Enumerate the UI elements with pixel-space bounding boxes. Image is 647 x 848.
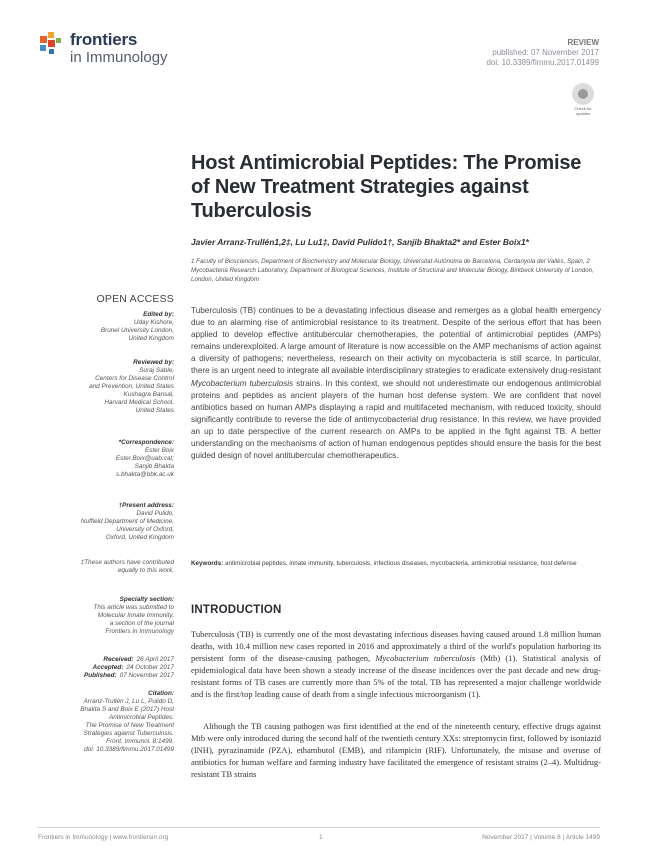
crossmark-icon xyxy=(572,83,594,105)
abstract-text: Tuberculosis (TB) continues to be a devastating infectious disease and remerges as a global health emergency due to an alarming rise of antimicrobial resistance to its treatment. Despite of the serious effort that has been applied to develop effective antitubercular chemotherapies, the potential of antimicrobial peptides (AMPs) remains underexploited. A large amount of literature is now accessible on the AMP mechanisms of action against a diversity of pathogens; nevertheless, research on their activity on mycobacteria is still scarce. In particular, there is an urgent need to integrate all available interdisciplinary strategies to eradicate extensively drug-resistant xyxy=(191,306,601,376)
citation-doi[interactable]: doi: 10.3389/fimmu.2017.01499 xyxy=(84,746,174,753)
specialty-line: Frontiers in Immunology xyxy=(105,628,174,635)
abstract xyxy=(191,305,601,462)
address-line: University of Oxford, xyxy=(116,526,174,533)
reviewer-line: Centers for Disease Control xyxy=(95,375,174,382)
specialty-heading: Specialty section: xyxy=(119,596,174,603)
contribution-note xyxy=(44,559,174,575)
open-access-label: OPEN ACCESS xyxy=(96,293,174,305)
address-line: Oxford, United Kingdom xyxy=(105,534,174,541)
footer-issue: November 2017 | Volume 8 | Article 1499 xyxy=(482,834,600,841)
reviewer-line: Kushagra Bansal, xyxy=(123,391,174,398)
abstract-text: strains. In this context, we should not underestimate our endogenous antimicrobial proteins and peptides as ancient players of the human host defense system. We are confident that novel antibiotics based on human AMPs displaying a rapid and multifaceted mechanism, with reduced toxicity, should significantly contribute to reverse the tide of antimycobacterial drug resistance. In this review, we have provided an up to date perspective of the current research on AMPs to be applied in the fight against TB. A better understanding on the mechanisms of action of human endogenous peptides should ensure the basis for the best guided design of novel antitubercular chemotherapeutics. xyxy=(191,378,601,461)
citation-line: Antimicrobial Peptides: xyxy=(108,714,174,721)
brand-name: frontiers xyxy=(70,30,138,49)
keywords xyxy=(191,560,601,569)
citation-heading: Citation: xyxy=(148,690,174,697)
address-line: David Pulido, xyxy=(136,510,174,517)
edited-by-block xyxy=(44,311,174,343)
correspondence-line: Sanjib Bhakta xyxy=(134,463,174,470)
journal-name: in Immunology xyxy=(70,49,168,66)
citation-block xyxy=(44,690,174,754)
dates-block xyxy=(44,656,174,680)
specialty-line: Molecular Innate Immunity, xyxy=(97,612,174,619)
page-number: 1 xyxy=(319,834,323,841)
article-type: REVIEW xyxy=(567,38,599,47)
citation-line: Strategies against Tuberculosis. xyxy=(83,730,174,737)
published-label: Published: xyxy=(83,672,117,679)
specialty-line: This article was submitted to xyxy=(93,604,174,611)
received-row xyxy=(44,656,174,664)
note-line: ‡These authors have contributed xyxy=(80,559,174,566)
paragraph-text: (Mtb) (1). Statistical analysis of epidemiological data have been shown a steady increase of the disease incidences over the past decade and new drug-resistant forms of TB cases are currently more than 5% of the total. TB has represented a major challenge worldwide and is the first/top leading cause of death from a single infectious microorganism (1). xyxy=(191,652,602,699)
journal-logo[interactable] xyxy=(38,28,188,73)
species-name: Mycobacterium tuberculosis xyxy=(375,652,476,663)
specialty-block xyxy=(44,596,174,636)
citation-line: Arranz-Trullén J, Lu L, Pulido D, xyxy=(83,698,174,705)
correspondence-email[interactable]: Ester.Boix@uab.cat; xyxy=(115,455,174,462)
published-date-sidebar: 07 November 2017 xyxy=(119,672,174,679)
editor-line: Uday Kishore, xyxy=(133,319,174,326)
received-date: 26 April 2017 xyxy=(136,656,174,663)
citation-line: Front. Immunol. 8:1499. xyxy=(106,738,174,745)
intro-paragraph: Although the TB causing pathogen was first identified at the end of the nineteenth century, effective drugs against Mtb were only introduced during the second half of the twentieth century XXs: streptomycin first, followed by isoniazid (INH), pyrazinamide (PZA), ethambutol (EMB), and rifampicin (RIF). Unfortunately, the misuse and overuse of antibiotics for human welfare and farming industry have facilitated the emergence of resistant strains (2–4). Multidrug-resistant TB strains xyxy=(191,721,601,779)
correspondence-block xyxy=(44,439,174,479)
affiliations: 1 Faculty of Biosciences, Department of Biochemistry and Molecular Biology, Universitat Autònoma de Barcelona, Cerdanyola del Vallès, Spain, 2 Mycobacteria Research Laboratory, Department of Biological Sciences, Institute of Structural and Molecular Biology, Birkbeck University of London, London, United Kingdom xyxy=(191,258,594,283)
correspondence-email[interactable]: s.bhakta@bbk.ac.uk xyxy=(116,471,174,478)
paragraph-text: Tuberculosis (TB) is currently one of the most devastating infectious diseases having caused around 1.8 million human deaths, with 10.4 million new cases reported in 2016 and approximately a third of the world's population harboring its persistent form of the disease-causing pathogen, xyxy=(191,629,601,663)
doi-link[interactable]: doi: 10.3389/fimmu.2017.01499 xyxy=(486,58,599,67)
accepted-label: Accepted: xyxy=(92,664,124,671)
keywords-label: Keywords: xyxy=(191,560,224,567)
article-meta xyxy=(486,38,599,68)
present-address-heading: †Present address: xyxy=(118,502,174,509)
address-line: Nuffield Department of Medicine, xyxy=(80,518,174,525)
received-label: Received: xyxy=(103,656,134,663)
edited-by-heading: Edited by: xyxy=(143,311,174,318)
specialty-line: a section of the journal xyxy=(109,620,174,627)
reviewed-by-heading: Reviewed by: xyxy=(133,359,174,366)
note-line: equally to this work. xyxy=(117,567,174,574)
correspondence-heading: *Correspondence: xyxy=(118,439,174,446)
reviewed-by-block xyxy=(44,359,174,415)
reviewer-line: and Prevention, United States xyxy=(89,383,174,390)
reviewer-line: Harvard Medical School, xyxy=(104,399,174,406)
intro-paragraph xyxy=(191,629,601,700)
published-row xyxy=(44,672,174,680)
accepted-row xyxy=(44,664,174,672)
crossmark-label: Check for updates xyxy=(574,106,592,116)
accepted-date: 24 October 2017 xyxy=(126,664,174,671)
check-for-updates-badge[interactable] xyxy=(568,83,598,121)
article-title: Host Antimicrobial Peptides: The Promise of New Treatment Strategies against Tuberculosis xyxy=(191,152,582,222)
section-heading: INTRODUCTION xyxy=(191,604,282,616)
footer-divider xyxy=(38,827,600,828)
citation-line: The Promise of New Treatment xyxy=(85,722,174,729)
published-date: published: 07 November 2017 xyxy=(492,48,599,57)
correspondence-line: Ester Boix xyxy=(144,447,174,454)
author-list: Javier Arranz-Trullén1,2‡, Lu Lu1‡, David Pulido1†, Sanjib Bhakta2* and Ester Boix1* xyxy=(191,237,529,247)
frontiers-logo-icon xyxy=(38,30,66,58)
reviewer-line: United States xyxy=(135,407,174,414)
citation-line: Bhakta S and Boix E (2017) Host xyxy=(80,706,174,713)
keywords-text: antimicrobial peptides, innate immunity, tuberculosis, infectious diseases, mycobacteria, antimicrobial resistance, host defense xyxy=(224,560,577,567)
reviewer-line: Suraj Sable, xyxy=(139,367,174,374)
present-address-block xyxy=(44,502,174,542)
footer-journal[interactable]: Frontiers in Immunology | www.frontiersin.org xyxy=(38,834,169,841)
species-name: Mycobacterium tuberculosis xyxy=(191,378,294,388)
editor-line: United Kingdom xyxy=(128,335,174,342)
editor-line: Brunel University London, xyxy=(100,327,174,334)
